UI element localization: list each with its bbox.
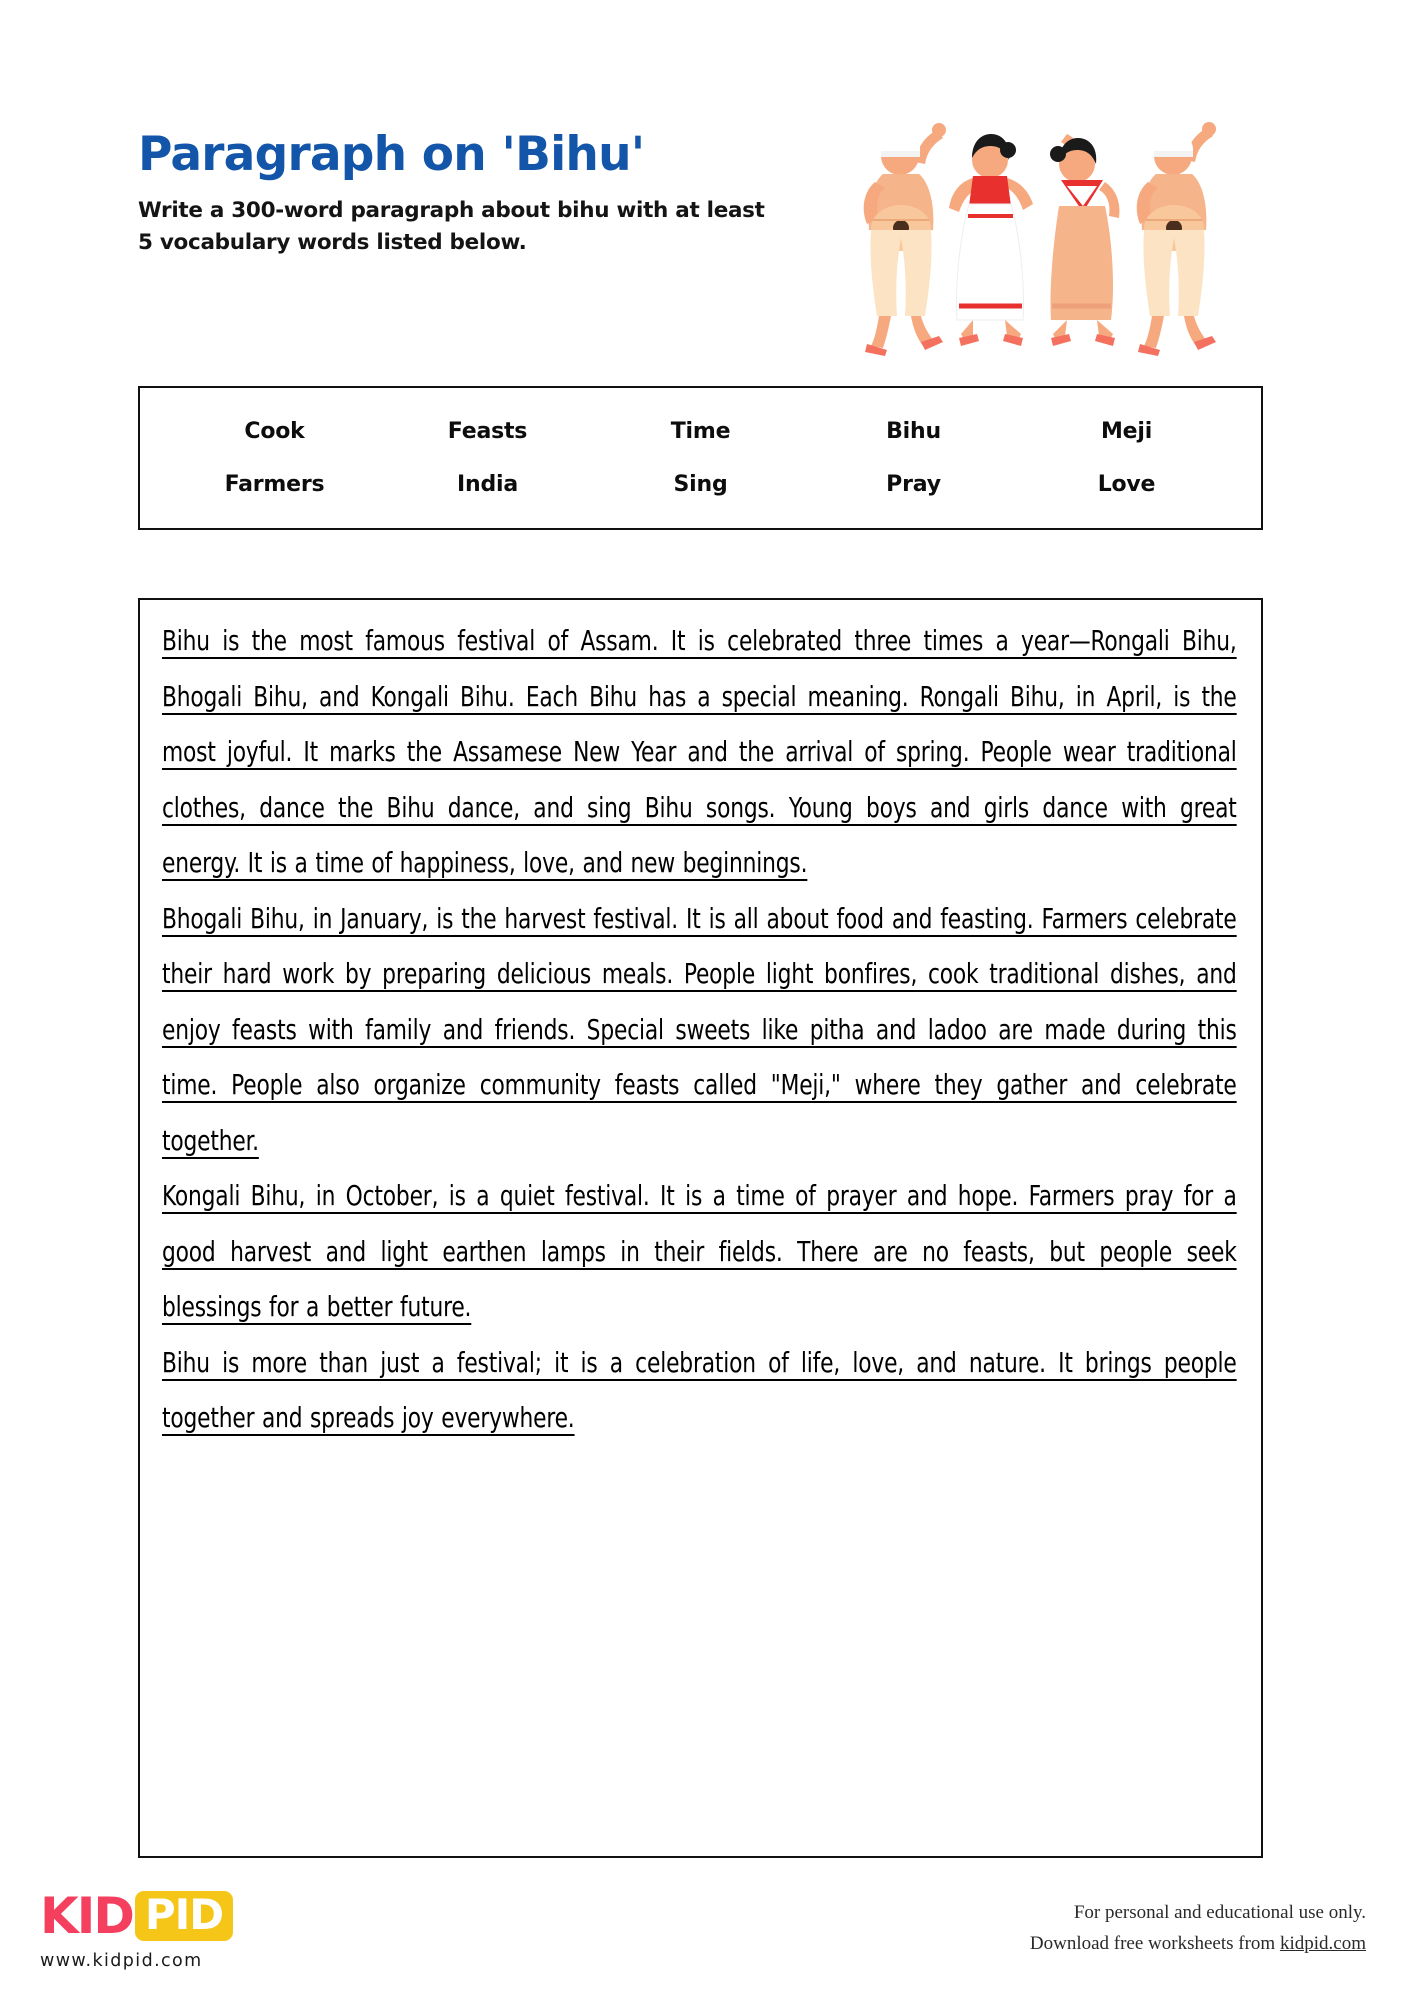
vocabulary-row	[140, 419, 1261, 444]
bihu-dancers-illustration	[855, 120, 1255, 360]
logo-website-url[interactable]: www.kidpid.com	[40, 1951, 203, 1971]
logo-kid-text: KID	[40, 1887, 133, 1945]
vocabulary-word: Feasts	[447, 419, 528, 444]
vocabulary-word: Meji	[1100, 419, 1153, 444]
essay-paragraph: Bhogali Bihu, in January, is the harvest festival. It is all about food and feasting. Farmers celebrate their hard work by preparing delicious meals. People light bonfires, cook traditional dishes, and enjoy feasts with family and friends. Special sweets like pitha and ladoo are made during this time. People also organize community feasts called "Meji," where they gather and celebrate together.	[162, 902, 1237, 1157]
worksheet-instructions: Write a 300-word paragraph about bihu with at least 5 vocabulary words listed below.	[138, 198, 765, 256]
vocabulary-word: Cook	[244, 419, 305, 444]
vocabulary-word: Love	[1097, 472, 1156, 497]
essay-paragraph: Kongali Bihu, in October, is a quiet festival. It is a time of prayer and hope. Farmers pray for a good harvest and light earthen lamps in their fields. There are no feasts, but people seek blessings for a better future.	[162, 1180, 1237, 1323]
logo-mark	[40, 1888, 380, 1944]
footer-note-line-2	[1030, 1929, 1366, 1960]
dancer-male-left	[864, 123, 946, 356]
vocabulary-word: Sing	[673, 472, 728, 497]
dancer-male-right	[1137, 122, 1216, 356]
footer-usage-note	[1030, 1898, 1366, 1960]
essay-paragraph: Bihu is more than just a festival; it is a celebration of life, love, and nature. It brings people together and spreads joy everywhere.	[162, 1346, 1237, 1434]
footer-note-prefix: Download free worksheets from	[1029, 1932, 1280, 1954]
worksheet-header	[138, 127, 838, 259]
footer-note-line-1: For personal and educational use only.	[1073, 1902, 1366, 1923]
vocabulary-word: Bihu	[886, 419, 941, 444]
vocabulary-word: Time	[670, 419, 731, 444]
vocabulary-word-bank	[138, 386, 1263, 530]
dancer-female-two	[1050, 134, 1119, 346]
vocabulary-word: Farmers	[224, 472, 325, 497]
vocabulary-word: India	[457, 472, 518, 497]
kidpid-logo[interactable]	[40, 1888, 380, 1971]
page-title: Paragraph on 'Bihu'	[138, 127, 645, 182]
dancer-female-one	[949, 134, 1033, 346]
vocabulary-word: Pray	[886, 472, 941, 497]
vocabulary-row	[140, 472, 1261, 497]
kidpid-footer-link[interactable]: kidpid.com	[1279, 1932, 1366, 1954]
bihu-dancers-svg	[855, 120, 1255, 360]
essay-paragraph: Bihu is the most famous festival of Assam. It is celebrated three times a year—Rongali Bihu, Bhogali Bihu, and Kongali Bihu. Each Bihu has a special meaning. Rongali Bihu, in April, is the most joyful. It marks the Assamese New Year and the arrival of spring. People wear traditional clothes, dance the Bihu dance, and sing Bihu songs. Young boys and girls dance with great energy. It is a time of happiness, love, and new beginnings.	[162, 625, 1237, 879]
logo-pid-badge: PID	[135, 1891, 233, 1941]
essay-answer-box[interactable]	[138, 598, 1263, 1858]
